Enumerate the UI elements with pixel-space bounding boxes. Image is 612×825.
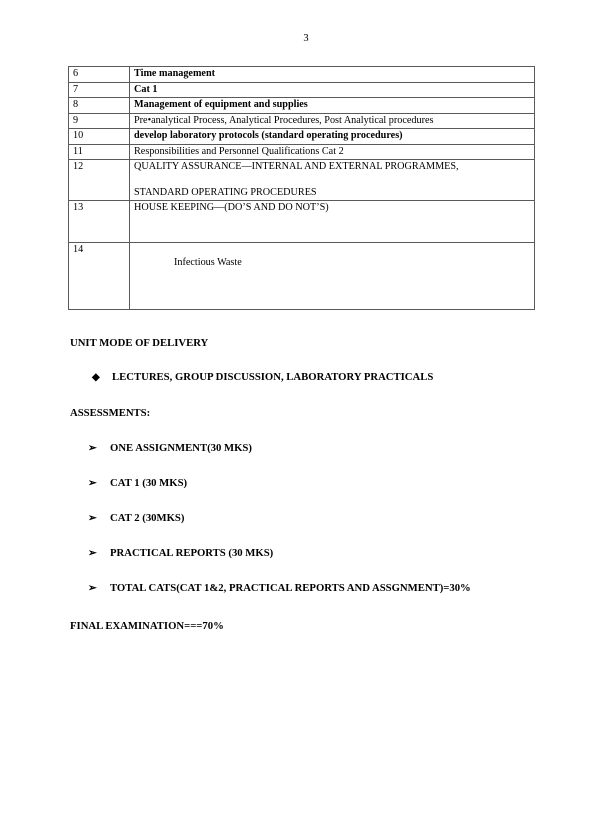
table-row [69, 160, 535, 201]
assessments-heading: ASSESSMENTS: [70, 407, 151, 420]
table-cell-topic [130, 160, 535, 201]
list-item [88, 547, 612, 559]
topics-table [68, 66, 535, 310]
row-number: 7 [73, 83, 79, 95]
row-number: 10 [73, 130, 84, 142]
row-number: 6 [73, 68, 79, 79]
row-number: 9 [73, 114, 79, 126]
arrow-bullet-icon: ➢ [88, 548, 97, 560]
assessment-item-text: CAT 2 (30MKS) [110, 512, 185, 525]
table-cell-number [69, 144, 130, 160]
table-row [69, 67, 535, 83]
list-item [88, 442, 612, 454]
arrow-bullet-icon: ➢ [88, 513, 97, 525]
list-item [88, 512, 612, 524]
row-number: 8 [73, 99, 79, 111]
spacer-line [134, 244, 530, 257]
table-cell-number [69, 98, 130, 114]
table-row [69, 201, 535, 243]
topic-text: Infectious Waste [174, 256, 242, 268]
spacer-line [134, 282, 530, 295]
row-number: 14 [73, 243, 84, 255]
table-cell-topic [130, 82, 535, 98]
table-cell-number [69, 82, 130, 98]
topic-text: Time management [134, 68, 216, 79]
table-cell-number [69, 242, 130, 310]
unit-mode-heading: UNIT MODE OF DELIVERY [70, 337, 209, 350]
table-cell-number [69, 129, 130, 145]
table-cell-number [69, 67, 130, 83]
table-row [69, 98, 535, 114]
table-cell-number [69, 201, 130, 243]
assessment-item-text: TOTAL CATS(CAT 1&2, PRACTICAL REPORTS AND ASSGNMENT)=30% [110, 582, 471, 595]
spacer-line [134, 174, 530, 187]
arrow-bullet-icon: ➢ [88, 443, 97, 455]
topic-text: HOUSE KEEPING—(DO’S AND DO NOT’S) [134, 202, 329, 214]
page-number: 3 [303, 33, 309, 44]
document-page [0, 33, 612, 825]
table-cell-topic [130, 144, 535, 160]
topic-text: Cat 1 [134, 83, 158, 95]
topic-text-line-2: STANDARD OPERATING PROCEDURES [134, 186, 317, 198]
topic-text: Management of equipment and supplies [134, 99, 308, 111]
diamond-bullet-icon: ◆ [92, 372, 100, 384]
table-cell-topic [130, 113, 535, 129]
topics-table-wrapper [68, 66, 535, 310]
table-row [69, 242, 535, 310]
arrow-bullet-icon: ➢ [88, 583, 97, 595]
row-number: 13 [73, 202, 84, 214]
table-cell-topic [130, 98, 535, 114]
topic-text: Responsibilities and Personnel Qualifications Cat 2 [134, 145, 344, 157]
topic-text-line-1: QUALITY ASSURANCE—INTERNAL AND EXTERNAL PROGRAMMES, [134, 161, 459, 173]
table-row [69, 129, 535, 145]
table-row [69, 144, 535, 160]
table-cell-number [69, 160, 130, 201]
table-cell-topic [130, 129, 535, 145]
arrow-bullet-icon: ➢ [88, 478, 97, 490]
list-item [88, 477, 612, 489]
list-item [88, 582, 612, 594]
final-examination-text: FINAL EXAMINATION===70% [70, 620, 224, 633]
delivery-bullet-item [92, 371, 612, 383]
assessment-item-text: CAT 1 (30 MKS) [110, 477, 188, 490]
table-row [69, 113, 535, 129]
row-number: 11 [73, 145, 83, 157]
assessment-item-text: ONE ASSIGNMENT(30 MKS) [110, 442, 252, 455]
table-cell-number [69, 113, 130, 129]
spacer-line [134, 295, 530, 308]
table-cell-topic [130, 67, 535, 83]
spacer-line [134, 215, 530, 228]
table-cell-topic [130, 242, 535, 310]
delivery-bullet-text: LECTURES, GROUP DISCUSSION, LABORATORY PRACTICALS [112, 371, 434, 384]
topic-text: develop laboratory protocols (standard operating procedures) [134, 130, 403, 142]
assessment-item-text: PRACTICAL REPORTS (30 MKS) [110, 547, 274, 560]
topic-text: Pre•analytical Process, Analytical Procedures, Post Analytical procedures [134, 114, 434, 126]
spacer-line [134, 228, 530, 241]
spacer-line [134, 269, 530, 282]
table-cell-topic [130, 201, 535, 243]
row-number: 12 [73, 161, 84, 173]
table-row [69, 82, 535, 98]
